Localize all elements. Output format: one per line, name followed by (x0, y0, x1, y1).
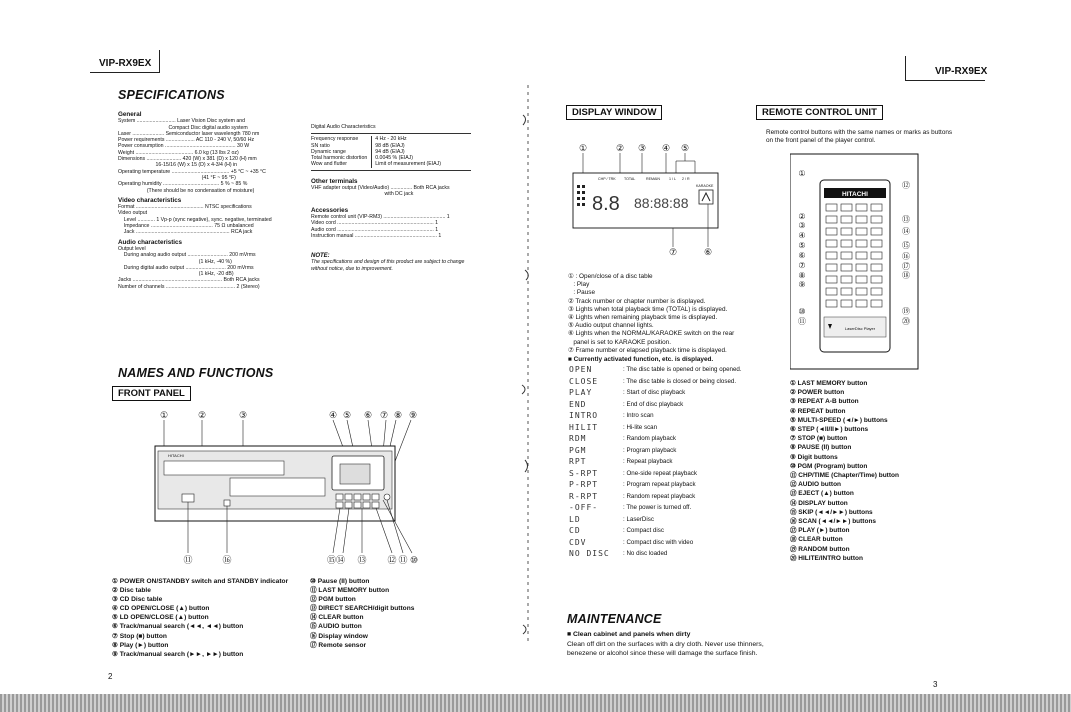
remote-item: ⑲ RANDOM button (790, 545, 850, 553)
panel-brand: HITACHI (168, 453, 184, 458)
display-tag: TOTAL (624, 177, 636, 181)
digital-audio-table (311, 133, 471, 170)
note-text: The specifications and design of this product are subject to change without notice, due to improvement. (311, 259, 465, 272)
spec-line: (41 °F ~ 95 °F) (118, 174, 236, 181)
page-number-right: 3 (933, 680, 938, 689)
remote-callout: ⑰ (902, 262, 910, 271)
front-panel-item: ⑨ Track/manual search (►►, ►►) button (112, 650, 244, 658)
remote-item: ⑰ PLAY (►) button (790, 527, 850, 535)
svg-text:8.8: 8.8 (592, 193, 620, 215)
front-panel-item: ⑩ Pause (II) button (310, 578, 370, 585)
display-items (568, 273, 778, 560)
spec-line: Number of channels ................................................ 2 (Stereo) (118, 283, 260, 290)
spec-line: (1 kHz, -20 dB) (118, 271, 234, 278)
remote-item: ⑳ HILITE/INTRO button (790, 554, 863, 562)
remote-callout: ⑪ (798, 317, 806, 326)
function-desc: : Random repeat playback (623, 492, 696, 500)
display-item: : Pause (568, 289, 595, 297)
function-code: PGM (569, 445, 587, 455)
spec-line: During analog audio output ............................ 200 mVrms (118, 252, 256, 259)
remote-button[interactable] (841, 276, 852, 283)
spec-line: Video cord ................................................................... 1 (311, 220, 439, 227)
display-tag: 1 / L (669, 177, 676, 181)
remote-item: ⑱ CLEAR button (790, 536, 843, 544)
display-window-diagram (568, 135, 743, 270)
function-row (568, 364, 743, 376)
front-callout: ① (159, 410, 169, 420)
remote-button[interactable] (841, 288, 852, 295)
remote-callout: ⑯ (902, 252, 910, 261)
function-code: RPT (569, 457, 587, 467)
display-callout: ② (615, 143, 625, 153)
remote-button[interactable] (871, 216, 882, 223)
digital-value: Limit of measurement (EIAJ) (375, 161, 441, 168)
front-callout: ⑪ (183, 555, 193, 565)
remote-item: ③ REPEAT A-B button (790, 398, 859, 406)
page-number-left: 2 (108, 672, 113, 681)
display-item: panel is set to KARAOKE position. (568, 338, 672, 346)
remote-item: ⑦ STOP (■) button (790, 435, 848, 443)
function-code: R-RPT (569, 491, 599, 501)
front-panel-item: ⑪ LAST MEMORY button (310, 587, 390, 595)
audio-heading: Audio characteristics (118, 238, 183, 246)
general-section (118, 112, 303, 290)
spec-line: Operating temperature ........................................ +5 °C ~ +35 °C (118, 168, 266, 175)
function-row (568, 479, 743, 491)
remote-item: ⑬ EJECT (▲) button (790, 490, 854, 498)
digital-label: Wow and flutter (311, 161, 372, 167)
remote-button[interactable] (826, 240, 837, 247)
front-panel-item: ④ CD OPEN/CLOSE (▲) button (112, 605, 210, 613)
function-desc: : Random playback (623, 435, 676, 443)
digital-value: 4 Hz - 20 kHz (375, 136, 407, 143)
spec-line: Video output (118, 210, 148, 217)
display-item: ⑤ Audio output channel lights. (568, 322, 654, 330)
remote-button[interactable] (856, 240, 867, 247)
function-row (568, 456, 743, 468)
general-heading: General (118, 111, 142, 118)
function-desc: : The power is turned off. (623, 504, 692, 512)
spec-line: Impedance ........................................... 75 Ω unbalanced (118, 223, 254, 230)
function-desc: : Intro scan (623, 412, 654, 420)
function-row (568, 525, 743, 537)
function-desc: : Program repeat playback (623, 481, 696, 489)
digital-audio-section (311, 124, 471, 272)
front-callout: ② (197, 410, 207, 420)
remote-button[interactable] (871, 228, 882, 235)
digital-audio-heading: Digital Audio Characteristics (311, 124, 376, 130)
specifications-title: SPECIFICATIONS (118, 88, 225, 102)
function-row (568, 548, 743, 560)
remote-button[interactable] (841, 264, 852, 271)
remote-callout: ⑤ (798, 241, 806, 250)
currently-heading: ■ Currently activated function, etc. is displayed. (568, 356, 714, 364)
spec-line: Power consumption ................................................. 30 W (118, 143, 250, 150)
remote-item: ④ REPEAT button (790, 407, 846, 415)
remote-button[interactable] (856, 300, 867, 307)
front-display-window (230, 478, 325, 496)
remote-button[interactable] (871, 300, 882, 307)
front-panel-list-a (112, 577, 288, 659)
front-panel-label: FRONT PANEL (112, 386, 191, 401)
function-desc: : The disc table is opened or being opened. (623, 366, 742, 374)
remote-callout: ⑩ (798, 307, 806, 316)
function-desc: : Compact disc (623, 527, 664, 535)
spec-line: 16-15/16 (W) x 15 (D) x 4-3/4 (H) in (118, 162, 238, 169)
function-row (568, 433, 743, 445)
remote-callout: ① (798, 169, 806, 178)
spec-line: Compact Disc digital audio system (118, 124, 248, 131)
remote-button[interactable] (826, 300, 837, 307)
remote-button[interactable] (856, 204, 867, 211)
remote-button[interactable] (856, 216, 867, 223)
remote-button[interactable] (856, 276, 867, 283)
spec-line: Dimensions ........................ 420 (W) x 381 (D) x 120 (H) mm (118, 156, 257, 163)
remote-item: ⑪ CHP/TIME (Chapter/Time) button (790, 472, 899, 480)
function-code: CDV (569, 537, 587, 547)
page-fold (519, 85, 537, 645)
header-tick-left (159, 50, 160, 73)
digital-label: Total harmonic distortion (311, 155, 372, 161)
spec-line: with DC jack (311, 191, 414, 198)
remote-callout: ④ (798, 231, 806, 240)
digital-label: Dynamic range (311, 149, 372, 155)
function-code: END (569, 399, 587, 409)
remote-button[interactable] (841, 204, 852, 211)
remote-buttons-list (790, 379, 899, 563)
remote-callout: ⑳ (902, 317, 910, 326)
function-code: S-RPT (569, 468, 599, 478)
function-code: CLOSE (569, 376, 599, 386)
function-code: -OFF- (569, 503, 599, 513)
remote-callout: ② (798, 212, 806, 221)
front-panel-item: ⑤ LD OPEN/CLOSE (▲) button (112, 614, 209, 622)
remote-button[interactable] (826, 228, 837, 235)
audio-lines (118, 246, 303, 290)
spec-line: Remote control unit (VIP-RM3) ........................................... 1 (311, 213, 450, 220)
front-callout: ⑤ (342, 410, 352, 420)
spec-line: Instruction manual ......................................................... 1 (311, 232, 442, 239)
front-callout: ⑬ (357, 555, 367, 565)
remote-button[interactable] (871, 264, 882, 271)
spec-line: Jack ................................................................. RCA jack (118, 229, 253, 236)
remote-button[interactable] (871, 276, 882, 283)
remote-button[interactable] (871, 288, 882, 295)
front-callout: ④ (328, 410, 338, 420)
function-row (568, 387, 743, 399)
svg-text:88:88:88: 88:88:88 (634, 195, 689, 211)
remote-button[interactable] (826, 216, 837, 223)
display-item: ① : Open/close of a disc table (568, 273, 653, 280)
other-terminals-heading: Other terminals (311, 177, 358, 185)
model-label-right: VIP-RX9EX (935, 66, 988, 77)
spec-line: Format ............................................... NTSC specifications (118, 204, 252, 211)
display-item: ④ Lights when remaining playback time is displayed. (568, 314, 718, 322)
display-callout: ⑤ (680, 143, 690, 153)
function-desc: : Program playback (623, 446, 677, 454)
front-callout: ⑧ (393, 410, 403, 420)
digital-value: 0.0045 % (EIAJ) (375, 155, 414, 162)
remote-callout: ⑭ (902, 227, 910, 236)
digital-row (311, 161, 445, 167)
remote-button[interactable] (841, 216, 852, 223)
remote-callout: ⑲ (902, 307, 910, 316)
function-row (568, 445, 743, 457)
front-callout: ⑮⑭ (326, 555, 346, 565)
front-panel-item: ① POWER ON/STANDBY switch and STANDBY indicator (112, 578, 289, 585)
remote-callout: ③ (798, 221, 806, 230)
spec-line: Audio cord ................................................................... 1 (311, 226, 439, 233)
remote-button[interactable] (856, 288, 867, 295)
display-tag: CHP / TRK (598, 177, 616, 181)
spec-line: Laser ...................... Semiconductor laser wavelength 780 nm (118, 130, 260, 137)
remote-button[interactable] (826, 288, 837, 295)
accessories-heading: Accessories (311, 206, 349, 214)
remote-brand: HITACHI (842, 191, 868, 198)
video-lines (118, 204, 303, 235)
function-code: NO DISC (569, 549, 610, 559)
display-tag: REMAIN (646, 177, 660, 181)
header-tick-right (905, 56, 906, 81)
names-functions-title: NAMES AND FUNCTIONS (118, 366, 274, 380)
front-panel-item: ⑯ Display window (310, 632, 368, 640)
function-code: INTRO (569, 411, 599, 421)
function-desc: : Repeat playback (623, 458, 673, 466)
remote-item: ① LAST MEMORY button (790, 380, 868, 387)
maintenance-heading: ■ Clean cabinet and panels when dirty (567, 631, 691, 638)
function-desc: : Start of disc playback (623, 389, 686, 397)
function-code: LD (569, 514, 581, 524)
remote-button[interactable] (856, 252, 867, 259)
remote-button[interactable] (841, 240, 852, 247)
header-rule-right (905, 80, 985, 81)
display-item: ③ Lights when total playback time (TOTAL) is displayed. (568, 305, 728, 313)
front-panel-list-b (310, 577, 414, 650)
function-code: OPEN (569, 365, 593, 375)
function-row (568, 514, 743, 526)
remote-item: ⑭ DISPLAY button (790, 499, 848, 507)
spec-line: (There should be no condensation of moisture) (118, 187, 255, 194)
front-panel-item: ⑮ AUDIO button (310, 623, 362, 631)
model-label-left: VIP-RX9EX (99, 58, 152, 69)
remote-callout: ⑦ (798, 261, 806, 270)
front-panel-item: ⑥ Track/manual search (◄◄, ◄◄) button (112, 623, 244, 631)
display-item: ⑥ Lights when the NORMAL/KARAOKE switch on the rear (568, 330, 735, 338)
front-callout: ⑪ (398, 555, 408, 565)
function-desc: : Compact disc with video (623, 538, 694, 546)
front-callout: ⑩ (409, 555, 419, 565)
remote-item: ⑫ AUDIO button (790, 481, 842, 489)
remote-button[interactable] (826, 276, 837, 283)
remote-callout: ⑮ (902, 241, 910, 250)
function-row (568, 491, 743, 503)
front-panel-item: ⑰ Remote sensor (310, 641, 367, 649)
spec-line: Operating humidity ....................................... 5 % ~ 85 % (118, 181, 248, 188)
function-row (568, 468, 743, 480)
front-callout: ⑨ (408, 410, 418, 420)
function-code: CD (569, 526, 581, 536)
display-item: ⑦ Frame number or elapsed playback time is displayed. (568, 346, 727, 354)
remote-item: ⑧ PAUSE (II) button (790, 444, 852, 452)
function-row (568, 422, 743, 434)
remote-item: ⑮ SKIP (◄◄/►►) buttons (790, 508, 873, 516)
header-rule-left (90, 72, 160, 73)
function-desc: : End of disc playback (623, 400, 684, 408)
maintenance-text: Clean off dirt on the surfaces with a dry cloth. Never use thinners, benezene or alcohol since these will damage the surface finish. (567, 640, 764, 657)
remote-button[interactable] (841, 228, 852, 235)
front-panel-item: ⑬ DIRECT SEARCH/digit buttons (310, 605, 415, 613)
function-code: PLAY (569, 388, 593, 398)
function-row (568, 376, 743, 388)
remote-button[interactable] (841, 252, 852, 259)
digital-value: 98 dB (EIAJ) (375, 142, 405, 149)
front-panel-item: ③ CD Disc table (112, 596, 163, 604)
display-item: ② Track number or chapter number is displayed. (568, 297, 706, 305)
spec-line: Jacks .............................................................. Both RCA jacks (118, 277, 260, 284)
remote-button[interactable] (826, 204, 837, 211)
remote-item: ⑯ SCAN (◄◄/►►) buttons (790, 518, 877, 526)
remote-callout: ⑥ (798, 251, 806, 260)
front-panel-item: ② Disc table (112, 587, 151, 595)
remote-callout: ⑧ (798, 271, 806, 280)
front-callout: ③ (238, 410, 248, 420)
front-panel-item: ⑦ Stop (■) button (112, 632, 167, 640)
remote-button[interactable] (841, 300, 852, 307)
maintenance-section (567, 630, 777, 659)
remote-item: ⑩ PGM (Program) button (790, 462, 868, 470)
scan-edge (0, 694, 1071, 712)
front-panel-item: ⑭ CLEAR button (310, 614, 364, 622)
front-callout: ⑫ (387, 555, 397, 565)
function-desc: : LaserDisc (623, 515, 654, 523)
function-code: RDM (569, 434, 587, 444)
note-heading: NOTE: (311, 253, 330, 260)
display-callout: ④ (661, 143, 671, 153)
maintenance-title: MAINTENANCE (567, 612, 662, 626)
video-heading: Video characteristics (118, 196, 182, 204)
remote-button[interactable] (826, 264, 837, 271)
function-row (568, 399, 743, 411)
spec-line: Power requirements .................... AC 110 - 240 V, 50/60 Hz (118, 137, 255, 144)
currently-table (568, 364, 743, 560)
display-item: : Play (568, 281, 590, 289)
remote-callout: ⑱ (902, 271, 910, 280)
disc-table (164, 461, 284, 475)
display-tag: 2 / R (682, 177, 690, 181)
function-code: P-RPT (569, 480, 599, 490)
remote-button[interactable] (871, 252, 882, 259)
remote-control-illustration (790, 152, 920, 372)
remote-item: ⑤ MULTI-SPEED (◄/►) buttons (790, 416, 888, 424)
function-row (568, 410, 743, 422)
remote-button[interactable] (871, 240, 882, 247)
spec-line: VHF adapter output (Video/Audio) ............... Both RCA jacks (311, 185, 450, 192)
display-callout: ⑦ (668, 247, 678, 257)
remote-callout: ⑫ (902, 181, 910, 190)
remote-bottom-logo: LaserDisc Player (844, 326, 876, 331)
front-callout: ⑥ (363, 410, 373, 420)
front-panel-item: ⑧ Play (►) button (112, 641, 169, 649)
spec-line: Output level (118, 245, 146, 252)
display-callout: ⑥ (703, 247, 713, 257)
general-lines (118, 118, 303, 194)
remote-item: ② POWER button (790, 389, 845, 397)
remote-item: ⑥ STEP (◄II/II►) buttons (790, 426, 869, 434)
spec-line: (1 kHz, -40 %) (118, 258, 232, 265)
remote-button[interactable] (856, 228, 867, 235)
front-panel-illustration (150, 406, 430, 576)
function-desc: : The disc table is closed or being closed. (623, 377, 737, 385)
spec-line: Level ............ 1 Vp-p (sync negative), sync. negative, terminated (118, 216, 272, 223)
spec-line: Weight ........................................ 6.0 kg (13 lbs 2 oz) (118, 149, 239, 156)
accessories-lines (311, 214, 471, 239)
remote-button[interactable] (871, 204, 882, 211)
display-tag: KARAOKE (696, 184, 714, 188)
remote-item: ⑨ Digit buttons (790, 453, 838, 461)
digital-value: 94 dB (EIAJ) (375, 148, 405, 155)
display-callout: ① (578, 143, 588, 153)
function-desc: : No disc loaded (623, 550, 668, 558)
function-code: HILIT (569, 422, 599, 432)
function-desc: : Hi-lite scan (623, 423, 658, 431)
other-lines (311, 185, 471, 198)
remote-button[interactable] (856, 264, 867, 271)
function-row (568, 502, 743, 514)
function-desc: : One-side repeat playback (623, 469, 697, 477)
front-callout: ⑦ (379, 410, 389, 420)
remote-button[interactable] (826, 252, 837, 259)
remote-intro: Remote control buttons with the same names or marks as buttons on the front panel of the player control. (766, 129, 953, 145)
remote-callout: ⑨ (798, 280, 806, 289)
spec-line: During digital audio output ............................ 200 mVrms (118, 264, 254, 271)
remote-callout: ⑬ (902, 215, 910, 224)
digital-label: SN ratio (311, 143, 372, 149)
remote-control-label: REMOTE CONTROL UNIT (756, 105, 883, 120)
digital-label: Frequency response (311, 136, 372, 142)
display-window-label: DISPLAY WINDOW (566, 105, 662, 120)
front-callout: ⑯ (222, 555, 232, 565)
spec-line: System ........................... Laser Vision Disc system and (118, 118, 246, 125)
function-row (568, 537, 743, 549)
front-panel-item: ⑫ PGM button (310, 596, 356, 604)
display-callout: ③ (637, 143, 647, 153)
